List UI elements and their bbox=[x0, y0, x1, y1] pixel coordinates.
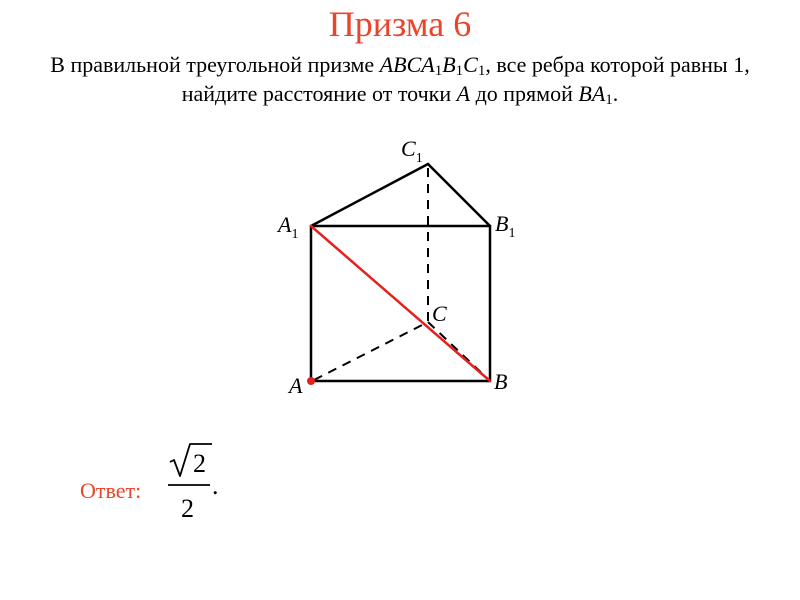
edge-a1-c1 bbox=[311, 164, 428, 226]
answer-label: Ответ: bbox=[80, 478, 142, 503]
slide-title: Призма 6 bbox=[328, 4, 472, 44]
line-subscript: 1 bbox=[605, 92, 613, 108]
segment-b-a1 bbox=[311, 226, 490, 381]
prism-vertex-abca: ABCA bbox=[379, 52, 435, 77]
answer-period: . bbox=[212, 471, 219, 500]
point-a: A bbox=[456, 81, 471, 106]
label-a: A bbox=[289, 373, 303, 398]
answer-numerator: 2 bbox=[193, 449, 206, 478]
prism-subscript-3: 1 bbox=[477, 63, 486, 79]
prism-vertex-b: B bbox=[442, 52, 456, 77]
prism-subscript-1: 1 bbox=[434, 63, 443, 79]
problem-text-part2: , все ребра которой равны 1, найдите расстояние от точки bbox=[181, 52, 750, 106]
answer-formula bbox=[160, 438, 250, 524]
edge-c1-b1 bbox=[428, 164, 490, 226]
point-a-marker bbox=[307, 377, 315, 385]
line-ba: BA bbox=[578, 81, 606, 106]
problem-text-part4: . bbox=[612, 81, 619, 106]
problem-text-part3: до прямой bbox=[470, 81, 579, 106]
label-b: B bbox=[494, 369, 508, 394]
label-a1: $A_1$ bbox=[278, 212, 299, 242]
prism-vertex-c: C bbox=[463, 52, 478, 77]
prism-edges bbox=[311, 164, 490, 381]
label-b1: $B_1$ bbox=[495, 211, 516, 241]
label-c: C bbox=[432, 301, 447, 326]
prism-subscript-2: 1 bbox=[455, 63, 464, 79]
label-c1: $C_1$ bbox=[401, 136, 423, 166]
answer-denominator: 2 bbox=[181, 494, 194, 523]
edge-a-c-hidden bbox=[314, 322, 428, 380]
problem-text-part1: В правильной треугольной призме bbox=[50, 52, 380, 77]
hidden-edges bbox=[314, 168, 488, 380]
